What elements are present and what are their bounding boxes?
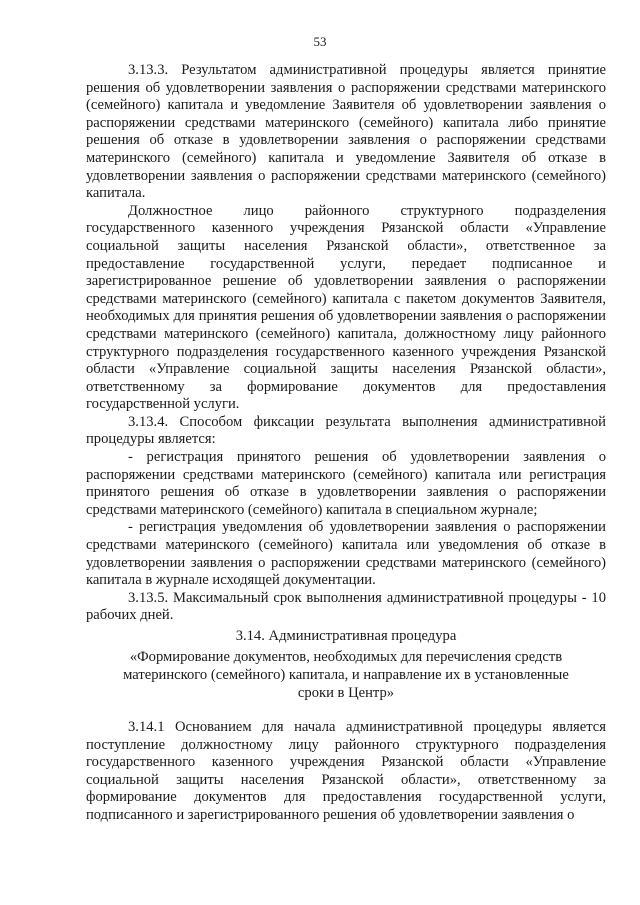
paragraph-3-13-3: 3.13.3. Результатом административной процедуры является принятие решения об удовлетворении заявления о распоряжении средствами материнского (семейного) капитала и уведомление Заявителя об удовлетворении заявления о распоряжении средствами материнского (семейного) капитала либо принятие решения об отказе в удовлетворении заявления о распоряжении средствами материнского (семейного) капитала и уведомление Заявителя об отказе в удовлетворении заявления о распоряжении средствами материнского (семейного) капитала. xyxy=(86,62,606,202)
section-3-14-heading xyxy=(86,627,606,702)
paragraph-responsible-official: Должностное лицо районного структурного подразделения государственного казенного учреждения Рязанской области «Управление социальной защиты населения Рязанской области», ответственное за предоставление государственной услуги, передает подписанное и зарегистрированное решение об удовлетворении заявления о распоряжении средствами материнского (семейного) капитала с пакетом документов Заявителя, необходимых для принятия решения об удовлетворении заявления о распоряжении средствами материнского (семейного) капитала, должностному лицу районного структурного подразделения государственного казенного учреждения Рязанской области «Управление социальной защиты населения Рязанской области», ответственному за формирование документов для предоставления государственной услуги. xyxy=(86,202,606,413)
list-item-registration-notice: - регистрация уведомления об удовлетворении заявления о распоряжении средствами материнского (семейного) капитала или уведомления об отказе в удовлетворении заявления о распоряжении средствами материнского (семейного) капитала в журнале исходящей документации. xyxy=(86,519,606,589)
section-3-13-body xyxy=(86,62,606,625)
paragraph-3-13-4: 3.13.4. Способом фиксации результата выполнения административной процедуры является: xyxy=(86,413,606,448)
list-item-registration-decision: - регистрация принятого решения об удовлетворении заявления о распоряжении средствами материнского (семейного) капитала или регистрация принятого решения об отказе в удовлетворении заявления о распоряжении средствами материнского (семейного) капитала в специальном журнале; xyxy=(86,449,606,518)
section-3-14-title: «Формирование документов, необходимых для перечисления средств материнского (семейного) капитала, и направление их в установленные сроки в Центр» xyxy=(123,649,569,701)
section-3-14-number: 3.14. Административная процедура xyxy=(235,628,457,644)
paragraph-3-14-1: 3.14.1 Основанием для начала административной процедуры является поступление должностному лицу районного структурного подразделения государственного казенного учреждения Рязанской области «Управление социальной защиты населения Рязанской области», ответственному за формирование документов для предоставления государственной услуги, подписанного и зарегистрированного решения об удовлетворении заявления о xyxy=(86,719,606,823)
paragraph-3-13-5: 3.13.5. Максимальный срок выполнения административной процедуры - 10 рабочих дней. xyxy=(86,589,606,624)
section-3-14-body xyxy=(86,719,606,825)
page-number: 53 xyxy=(313,34,327,49)
